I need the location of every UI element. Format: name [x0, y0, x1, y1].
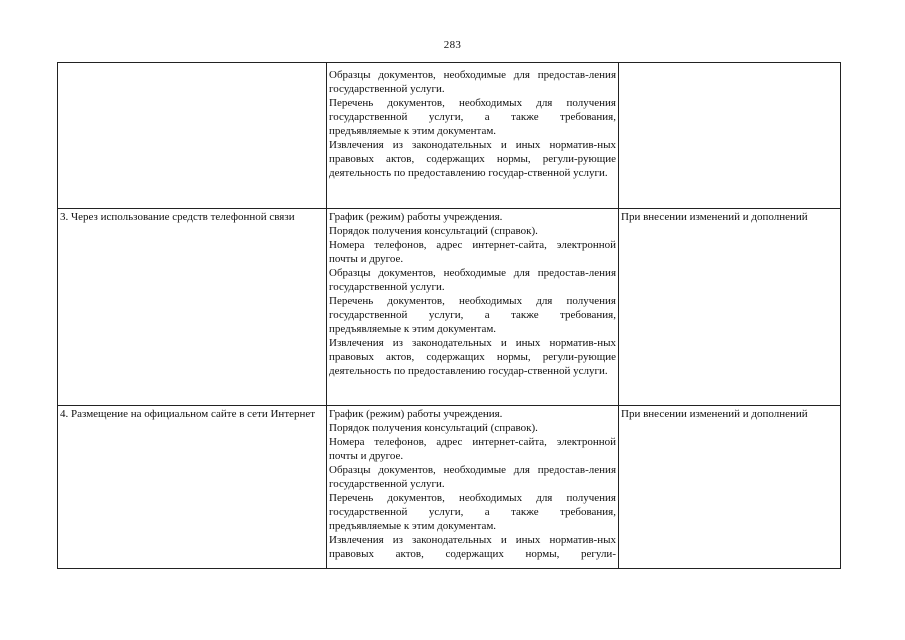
update-text: При внесении изменений и дополнений [621, 408, 808, 420]
info-paragraph: Номера телефонов, адрес интернет-сайта, электронной почты и другое. [329, 239, 616, 265]
method-cell [58, 63, 327, 209]
info-paragraph: График (режим) работы учреждения. [329, 211, 503, 223]
info-cell-content [329, 407, 616, 561]
info-paragraph: Перечень документов, необходимых для получения государственной услуги, а также требования, предъявляемые к этим документам. [329, 492, 616, 532]
info-paragraph: Перечень документов, необходимых для получения государственной услуги, а также требования, предъявляемые к этим документам. [329, 97, 616, 137]
update-cell [619, 209, 841, 406]
info-cell [327, 63, 619, 209]
info-paragraph: Извлечения из законодательных и иных норматив-ных правовых актов, содержащих нормы, регули-рующие деятельность по предоставлению государ-ственной услуги. [329, 337, 616, 377]
table-row [58, 63, 841, 209]
info-paragraph: Перечень документов, необходимых для получения государственной услуги, а также требования, предъявляемые к этим документам. [329, 295, 616, 335]
info-paragraph: Образцы документов, необходимые для предостав-ления государственной услуги. [329, 267, 616, 293]
update-cell [619, 406, 841, 569]
method-cell [58, 209, 327, 406]
info-cell [327, 406, 619, 569]
info-cell [327, 209, 619, 406]
method-text: 4. Размещение на официальном сайте в сети Интернет [60, 408, 316, 420]
table-row [58, 209, 841, 406]
info-paragraph: График (режим) работы учреждения. [329, 408, 503, 420]
update-text: При внесении изменений и дополнений [621, 211, 808, 223]
info-paragraph: Номера телефонов, адрес интернет-сайта, электронной почты и другое. [329, 436, 616, 462]
info-paragraph: Образцы документов, необходимые для предостав-ления государственной услуги. [329, 69, 616, 95]
table-row [58, 406, 841, 569]
info-paragraph: Порядок получения консультаций (справок). [329, 422, 538, 434]
page-number: 283 [443, 39, 462, 51]
services-info-table [57, 62, 841, 569]
update-cell [619, 63, 841, 209]
info-paragraph: Извлечения из законодательных и иных норматив-ных правовых актов, содержащих нормы, регули-рующие деятельность по предоставлению государ-ственной услуги. [329, 139, 616, 179]
method-text: 3. Через использование средств телефонной связи [60, 211, 295, 223]
method-cell [58, 406, 327, 569]
info-paragraph: Порядок получения консультаций (справок). [329, 225, 538, 237]
info-paragraph: Образцы документов, необходимые для предостав-ления государственной услуги. [329, 464, 616, 490]
info-paragraph: Извлечения из законодательных и иных норматив-ных правовых актов, содержащих нормы, регули- [329, 534, 616, 560]
